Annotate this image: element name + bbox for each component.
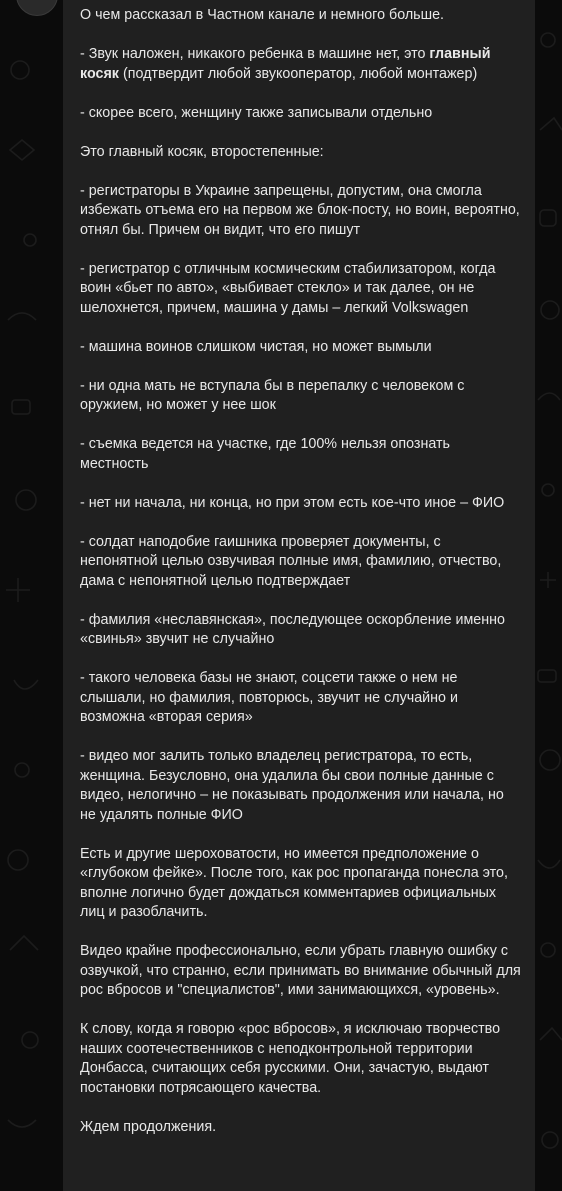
message-paragraph: - такого человека базы не знают, соцсети также о нем не слышали, но фамилия, повторюсь, звучит не случайно и возможна «вторая серия»: [80, 670, 458, 725]
message-paragraph: - съемка ведется на участке, где 100% нельзя опознать местность: [80, 436, 450, 472]
message-paragraph: - фамилия «неславянская», последующее оскорбление именно «свинья» звучит не случайно: [80, 611, 506, 647]
message-paragraph: - регистратор с отличным космическим стабилизатором, когда воин «бьет по авто», «выбивает стекло» и так далее, он не шелохнется, причем, машина у дамы – легкий Volkswagen: [80, 260, 496, 316]
message-text: - Звук наложен, никакого ребенка в машине нет, это: [80, 46, 430, 62]
message-paragraph: - ни одна мать не вступала бы в перепалку с человеком с оружием, но может у нее шок: [80, 377, 465, 413]
message-paragraph: Видео крайне профессионально, если убрать главную ошибку с озвучкой, что странно, если принимать во внимание обычный для рос вбросов и "специалистов", ими занимающихся, «уровень».: [80, 943, 521, 998]
message-intro: О чем рассказал в Частном канале и немного больше.: [80, 7, 445, 23]
message-paragraph: - видео мог залить только владелец регистратора, то есть, женщина. Безусловно, она удалила бы свои полные данные с видео, нелогично – не показывать продолжения или начала, но не удалять полные ФИО: [80, 748, 504, 823]
message-paragraph: - машина воинов слишком чистая, но может вымыли: [80, 338, 432, 355]
message-paragraph: - солдат наподобие гаишника проверяет документы, с непонятной целью озвучивая полные имя, фамилию, отчество, дама с непонятной целью подтверждает: [80, 533, 502, 589]
message-paragraph: Есть и другие шероховатости, но имеется предположение о «глубоком фейке». После того, как рос пропаганда понесла это, вполне логично будет дождаться комментариев официальных лиц и разоблачить.: [80, 845, 508, 920]
message-paragraph: Ждем продолжения.: [80, 1118, 217, 1135]
message-paragraph: [80, 45, 521, 84]
message-bold-text: главный косяк: [80, 46, 491, 82]
message-bubble: [63, 0, 535, 1191]
message-paragraph: - регистраторы в Украине запрещены, допустим, она смогла избежать отъема его на первом же блок-посту, но воин, вероятно, отнял бы. Причем он видит, что его пишут: [80, 182, 520, 238]
message-paragraph: - нет ни начала, ни конца, но при этом есть кое-что иное – ФИО: [80, 494, 505, 511]
message-paragraph: К слову, когда я говорю «рос вбросов», я исключаю творчество наших соотечественников с неподконтрольной территории Донбасса, считающих себя русскими. Они, зачастую, выдают постановки потрясающего качества.: [80, 1021, 501, 1096]
message-paragraph: Это главный косяк, второстепенные:: [80, 143, 324, 160]
message-paragraph: - скорее всего, женщину также записывали отдельно: [80, 104, 433, 121]
message-text: (подтвердит любой звукооператор, любой монтажер): [118, 65, 478, 82]
